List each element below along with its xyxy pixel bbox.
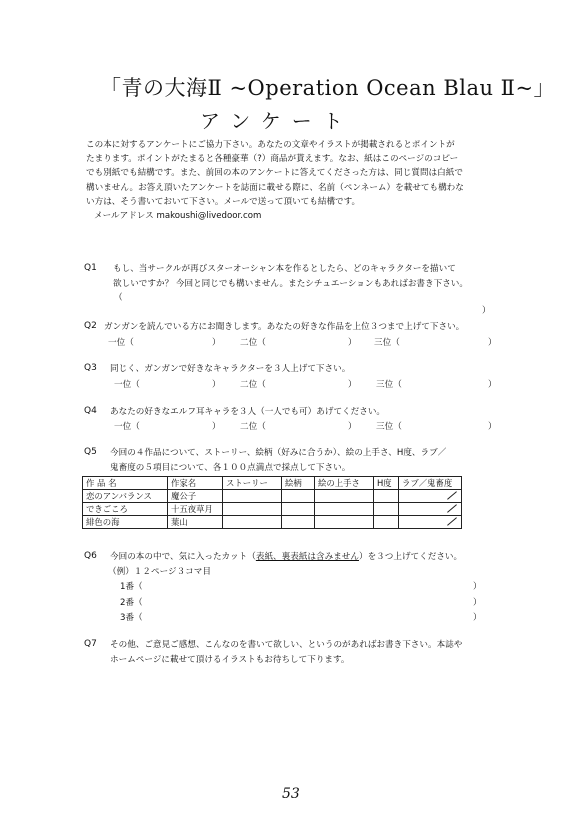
q5-text-line: 鬼畜度の５項目について、各１００点満点で採点して下さい。 (110, 463, 351, 473)
score-h[interactable] (374, 503, 399, 516)
work-title: できごころ (83, 503, 168, 516)
score-drawing[interactable] (315, 490, 374, 503)
mail-label: メールアドレス (94, 211, 154, 222)
q1-answer-close: ） (482, 306, 491, 316)
q7-text-line: ホームページに載せて頂けるイラストもお待ちして下ります。 (110, 655, 350, 665)
q3-rank3-close: ） (488, 380, 497, 390)
q6-text-underlined: 表紙、裏表紙は含みません (255, 552, 359, 562)
q7-number: Q7 (84, 639, 97, 649)
q3-rank2-close: ） (348, 380, 357, 390)
q6-text (110, 550, 462, 562)
q2-text: ガンガンを読んでいる方にお聞きします。あなたの好きな作品を上位３つまで上げて下さい。 (104, 322, 465, 332)
q2-rank3-close: ） (488, 338, 497, 348)
intro-paragraph (86, 138, 496, 223)
table-header-row (83, 477, 462, 490)
score-love-kichiku[interactable] (399, 516, 462, 529)
q3-text: 同じく、ガンガンで好きなキャラクターを３人上げて下さい。 (110, 364, 351, 374)
score-drawing[interactable] (315, 516, 374, 529)
q6-no2-close: ） (473, 598, 482, 608)
author-name: 十五夜草月 (168, 503, 223, 516)
q6-no2[interactable]: 2番（ (120, 598, 143, 608)
slash-divider (444, 503, 458, 513)
score-story[interactable] (223, 516, 282, 529)
col-header: ストーリー (223, 477, 282, 490)
q4-rank3[interactable]: 三位（ (376, 422, 402, 432)
intro-line: たまります。ポイントがたまると各種豪華（?）商品が貰えます。なお、紙はこのページのコピー (86, 154, 459, 165)
q2-rank1[interactable]: 一位（ (108, 338, 134, 348)
col-header: 作家名 (168, 477, 223, 490)
score-love-kichiku[interactable] (399, 503, 462, 516)
intro-line: 構いません。お答え頂いたアンケートを誌面に載せる際に、名前（ペンネーム）を載せても構わな (86, 182, 464, 193)
page-title: 「青の大海Ⅱ ~Operation Ocean Blau Ⅱ~」 (100, 76, 556, 100)
slash-divider (444, 490, 458, 500)
page-subtitle: アンケート (200, 109, 354, 133)
work-title: 緋色の海 (83, 516, 168, 529)
q4-rank2[interactable]: 二位（ (240, 422, 266, 432)
table-row (83, 490, 462, 503)
q6-number: Q6 (84, 551, 97, 561)
author-name: 魔公子 (168, 490, 223, 503)
slash-divider (444, 516, 458, 526)
q1-answer-open[interactable]: （ (114, 293, 123, 303)
col-header: 作 品 名 (83, 477, 168, 490)
q2-rank2[interactable]: 二位（ (240, 338, 266, 348)
rating-table (82, 476, 462, 529)
q5-text-line: 今回の４作品について、ストーリー、絵柄（好みに合うか）、絵の上手さ、H度、ラブ／ (110, 448, 447, 458)
score-story[interactable] (223, 503, 282, 516)
q3-rank3[interactable]: 三位（ (376, 380, 402, 390)
page-number: 53 (282, 786, 300, 802)
q6-text-part: 今回の本の中で、気に入ったカット（ (110, 552, 256, 562)
table-row (83, 503, 462, 516)
q2-rank2-close: ） (348, 338, 357, 348)
score-h[interactable] (374, 516, 399, 529)
score-h[interactable] (374, 490, 399, 503)
col-header: 絵の上手さ (315, 477, 374, 490)
q2-rank3[interactable]: 三位（ (374, 338, 400, 348)
q1-text-line: もし、当サークルが再びスターオーシャン本を作るとしたら、どのキャラクターを描いて (113, 264, 456, 274)
q4-rank1[interactable]: 一位（ (114, 422, 140, 432)
q7-text-line: その他、ご意見ご感想、こんなのを書いて欲しい、というのがあればお書き下さい。本誌や (110, 640, 463, 650)
q1-number: Q1 (84, 263, 97, 273)
q4-rank2-close: ） (348, 422, 357, 432)
q3-rank1-close: ） (212, 380, 221, 390)
score-art-style[interactable] (282, 516, 315, 529)
q4-rank3-close: ） (488, 422, 497, 432)
q1-text-line: 欲しいですか？ 今回と同じでも構いません。またシチュエーションもあればお書き下さい。 (113, 279, 468, 289)
table-row (83, 516, 462, 529)
q4-number: Q4 (84, 406, 97, 416)
q4-text: あなたの好きなエルフ耳キャラを３人（一人でも可）あげてください。 (110, 407, 386, 417)
intro-line: この本に対するアンケートにご協力下さい。あなたの文章やイラストが掲載されるとポイントが (86, 140, 455, 150)
mail-address[interactable]: makoushi@livedoor.com (156, 211, 262, 222)
work-title: 恋のアンバランス (83, 490, 168, 503)
author-name: 葉山 (168, 516, 223, 529)
q6-example: （例）１２ページ３コマ目 (108, 567, 211, 577)
mail-line (86, 209, 496, 223)
q2-number: Q2 (84, 321, 97, 331)
q5-number: Q5 (84, 447, 97, 457)
score-art-style[interactable] (282, 503, 315, 516)
score-drawing[interactable] (315, 503, 374, 516)
q2-rank1-close: ） (212, 338, 221, 348)
q6-no3-close: ） (473, 613, 482, 623)
q6-no1-close: ） (473, 582, 482, 592)
col-header: H度 (374, 477, 399, 490)
q6-no1[interactable]: 1番（ (120, 582, 143, 592)
score-story[interactable] (223, 490, 282, 503)
q3-rank2[interactable]: 二位（ (240, 380, 266, 390)
score-love-kichiku[interactable] (399, 490, 462, 503)
q6-no3[interactable]: 3番（ (120, 613, 143, 623)
score-art-style[interactable] (282, 490, 315, 503)
q3-number: Q3 (84, 363, 97, 373)
col-header: ラブ／鬼畜度 (399, 477, 462, 490)
col-header: 絵柄 (282, 477, 315, 490)
q3-rank1[interactable]: 一位（ (114, 380, 140, 390)
q4-rank1-close: ） (212, 422, 221, 432)
intro-line: い方は、そう書いておいて下さい。メールで送って頂いても結構です。 (86, 196, 361, 207)
intro-line: でも別紙でも結構です。また、前回の本のアンケートに答えてくださった方は、同じ質問は白紙で (86, 168, 463, 179)
q6-text-part: ）を３つ上げてください。 (358, 552, 463, 562)
